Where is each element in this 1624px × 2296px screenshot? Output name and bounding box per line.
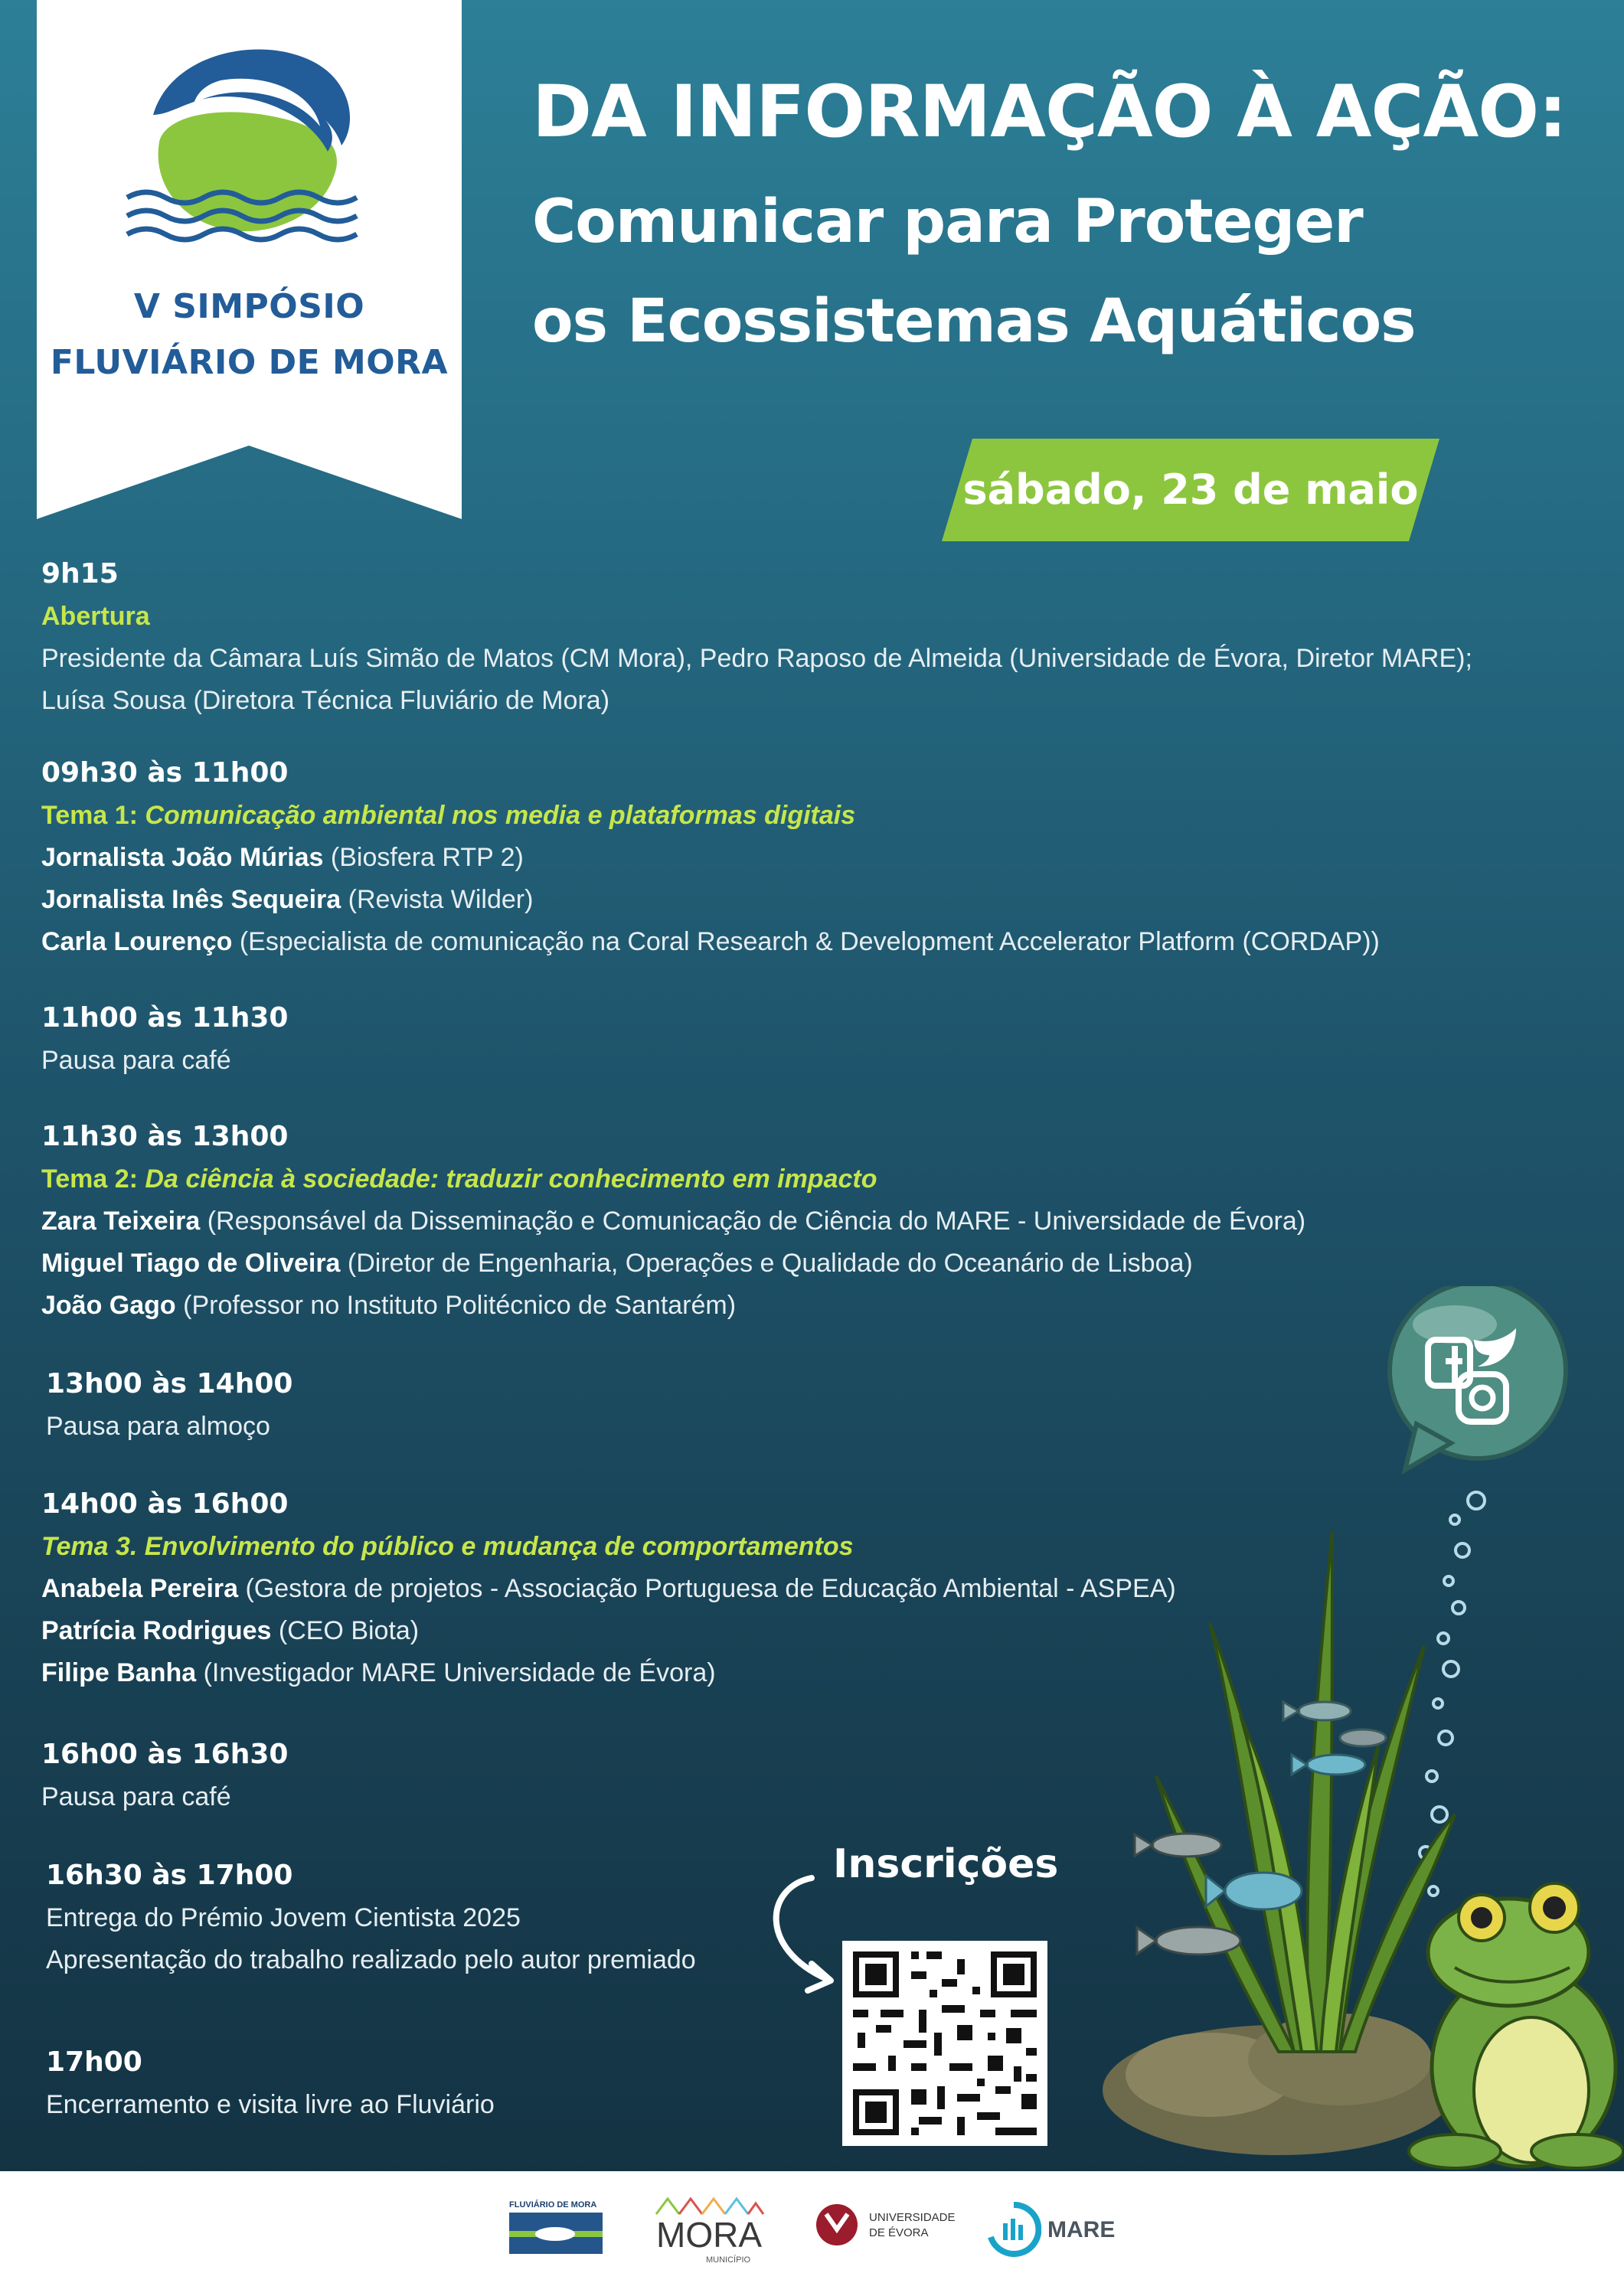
program-theme: Abertura xyxy=(41,602,150,631)
program-line: Entrega do Prémio Jovem Cientista 2025 xyxy=(46,1903,521,1932)
speaker-line xyxy=(41,1246,1305,1288)
program-line: Pausa para almoço xyxy=(46,1412,270,1441)
program-time: 09h30 às 11h00 xyxy=(41,757,289,789)
frog-icon xyxy=(1409,1883,1623,2168)
speaker-line xyxy=(41,841,1380,883)
program-theme xyxy=(41,1162,1305,1204)
fluviario-logo-label: FLUVIÁRIO DE MORA xyxy=(509,2200,597,2209)
program-block-closing xyxy=(46,2046,495,2130)
event-banner xyxy=(37,0,462,521)
speaker-name: Patrícia Rodrigues xyxy=(41,1616,272,1645)
speaker-detail: (Especialista de comunicação na Coral Research & Development Accelerator Platform (CORDAP)) xyxy=(232,927,1380,956)
title-line-3: os Ecossistemas Aquáticos xyxy=(532,287,1416,356)
date-badge xyxy=(942,439,1439,541)
speaker-detail: (Investigador MARE Universidade de Évora) xyxy=(196,1658,716,1687)
theme-prefix: Tema 2: xyxy=(41,1164,145,1194)
program-time: 11h00 às 11h30 xyxy=(41,1002,289,1034)
mare-logo-label: MARE xyxy=(1047,2217,1116,2242)
program-time: 16h30 às 17h00 xyxy=(46,1860,293,1891)
event-date: sábado, 23 de maio xyxy=(962,465,1419,514)
program-time: 9h15 xyxy=(41,558,119,590)
speaker-name: Miguel Tiago de Oliveira xyxy=(41,1249,341,1278)
program-block-theme-3 xyxy=(41,1488,1176,1698)
mora-logo-label: MORA xyxy=(656,2215,762,2255)
theme-title: Da ciência à sociedade: traduzir conhecimento em impacto xyxy=(145,1164,877,1194)
logo-mare xyxy=(986,2202,1124,2263)
speaker-name: Jornalista Inês Sequeira xyxy=(41,885,341,914)
program-line: Encerramento e visita livre ao Fluviário xyxy=(46,2090,495,2119)
program-line: Apresentação do trabalho realizado pelo autor premiado xyxy=(46,1945,696,1974)
program-line: Pausa para café xyxy=(41,1046,231,1075)
speaker-name: Filipe Banha xyxy=(41,1658,197,1687)
title-line-1: DA INFORMAÇÃO À AÇÃO: xyxy=(532,70,1567,154)
speaker-name: João Gago xyxy=(41,1291,176,1320)
speaker-detail: (Responsável da Disseminação e Comunicação de Ciência do MARE - Universidade de Évora) xyxy=(200,1207,1306,1236)
banner-line-1: V SIMPÓSIO xyxy=(133,287,365,326)
program-block-coffee-2 xyxy=(41,1738,288,1822)
speaker-name: Zara Teixeira xyxy=(41,1207,201,1236)
registrations-label: Inscrições xyxy=(833,1841,1059,1887)
social-media-bubble-icon xyxy=(1390,1286,1566,1470)
program-line: Pausa para café xyxy=(41,1782,231,1811)
theme-prefix: Tema 1: xyxy=(41,801,145,830)
uevora-logo-line-2: DE ÉVORA xyxy=(869,2226,929,2239)
logo-mora xyxy=(652,2191,767,2275)
speaker-detail: (Professor no Instituto Politécnico de Santarém) xyxy=(175,1291,737,1320)
speaker-detail: (CEO Biota) xyxy=(271,1616,420,1645)
speaker-line xyxy=(41,1656,1176,1698)
program-theme xyxy=(41,1530,1176,1572)
uevora-logo-line-1: UNIVERSIDADE xyxy=(869,2211,956,2224)
speaker-line xyxy=(41,1572,1176,1614)
speaker-name: Anabela Pereira xyxy=(41,1574,239,1603)
footer-logos xyxy=(0,2171,1624,2296)
program-block-coffee-1 xyxy=(41,1001,288,1086)
program-time: 14h00 às 16h00 xyxy=(41,1488,289,1520)
speaker-line xyxy=(41,925,1380,967)
speaker-detail: (Gestora de projetos - Associação Portuguesa de Educação Ambiental - ASPEA) xyxy=(238,1574,1176,1603)
qr-code-icon xyxy=(842,1941,1047,2146)
speaker-detail: (Revista Wilder) xyxy=(341,885,534,914)
mare-logo-icon xyxy=(986,2202,1041,2257)
program-block-theme-1 xyxy=(41,756,1380,967)
program-time: 13h00 às 14h00 xyxy=(46,1368,293,1399)
fluviario-logo-icon xyxy=(509,2213,603,2254)
speaker-line xyxy=(41,883,1380,925)
program-block-lunch xyxy=(46,1367,292,1452)
speaker-line xyxy=(41,1204,1305,1246)
program-time: 16h00 às 16h30 xyxy=(41,1739,289,1770)
speaker-detail: (Biosfera RTP 2) xyxy=(323,843,524,872)
logo-fluviario xyxy=(509,2200,603,2254)
banner-shape xyxy=(37,0,462,521)
program-block-award xyxy=(46,1859,696,1985)
program-time: 17h00 xyxy=(46,2046,142,2078)
logo-uevora xyxy=(815,2203,969,2257)
registration-qr-code[interactable] xyxy=(842,1941,1047,2146)
aquatic-illustration xyxy=(1103,1286,1623,2171)
speaker-name: Jornalista João Múrias xyxy=(41,843,324,872)
curved-arrow-icon xyxy=(758,1864,850,1994)
theme-title: Comunicação ambiental nos media e plataformas digitais xyxy=(145,801,856,830)
banner-line-2: FLUVIÁRIO DE MORA xyxy=(50,343,449,382)
speaker-detail: (Diretor de Engenharia, Operações e Qualidade do Oceanário de Lisboa) xyxy=(340,1249,1193,1278)
program-theme xyxy=(41,799,1380,841)
mora-logo-icon xyxy=(652,2191,767,2217)
mora-logo-sublabel: MUNICÍPIO xyxy=(706,2255,751,2265)
program-line: Luísa Sousa (Diretora Técnica Fluviário de Mora) xyxy=(41,686,610,715)
title-line-2: Comunicar para Proteger xyxy=(532,188,1363,256)
uevora-logo-icon xyxy=(815,2203,858,2246)
theme-title: Tema 3. Envolvimento do público e mudança de comportamentos xyxy=(41,1532,854,1561)
speaker-name: Carla Lourenço xyxy=(41,927,233,956)
program-line: Presidente da Câmara Luís Simão de Matos (CM Mora), Pedro Raposo de Almeida (Universidade de Évora, Diretor MARE); xyxy=(41,644,1472,673)
speaker-line xyxy=(41,1614,1176,1656)
program-block-opening xyxy=(41,557,1472,726)
program-time: 11h30 às 13h00 xyxy=(41,1121,289,1152)
